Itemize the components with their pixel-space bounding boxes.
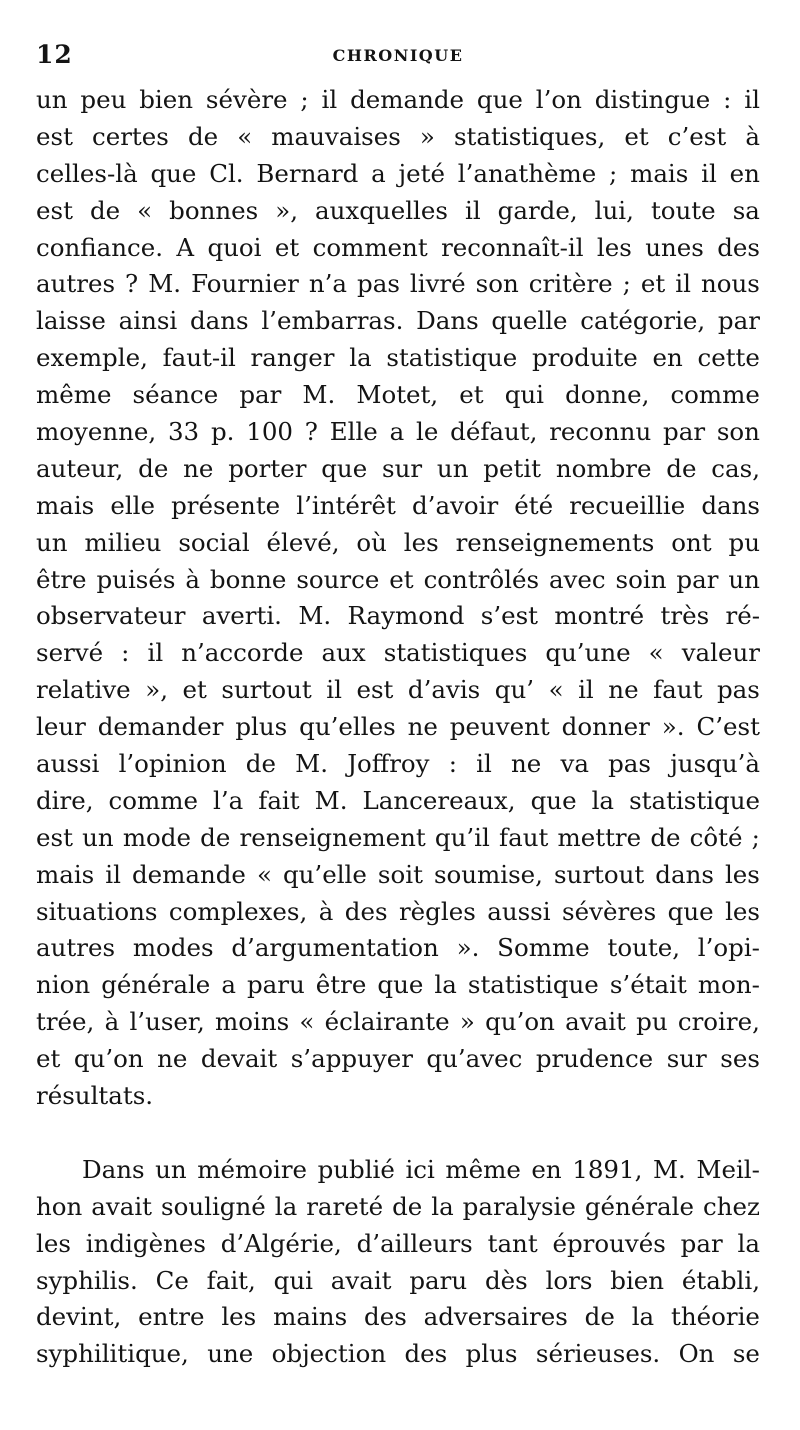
- text-line: même séance par M. Motet, et qui donne, comme: [36, 380, 760, 410]
- text-line: est de « bonnes », auxquelles il garde, lui, toute sa: [36, 195, 760, 225]
- text-line: est certes de « mauvaises » statistiques, et c’est à: [36, 121, 760, 151]
- text-line: syphilitique, une objection des plus sérieuses. On se: [36, 1339, 760, 1369]
- text-line: nion générale a paru être que la statistique s’était mon-: [36, 970, 760, 1000]
- text-line: un milieu social élevé, où les renseignements ont pu: [36, 527, 760, 557]
- text-line: être puisés à bonne source et contrôlés avec soin par un: [36, 564, 760, 594]
- text-line: syphilis. Ce fait, qui avait paru dès lors bien établi,: [36, 1265, 760, 1295]
- text-line: mais elle présente l’intérêt d’avoir été recueillie dans: [36, 490, 760, 520]
- text-line: les indigènes d’Algérie, d’ailleurs tant éprouvés par la: [36, 1228, 760, 1258]
- text-line: situations complexes, à des règles aussi sévères que les: [36, 896, 760, 926]
- text-line: auteur, de ne porter que sur un petit nombre de cas,: [36, 453, 760, 483]
- text-line: devint, entre les mains des adversaires de la théorie: [36, 1302, 760, 1332]
- text-line: est un mode de renseignement qu’il faut mettre de côté ;: [36, 822, 760, 852]
- text-line: observateur averti. M. Raymond s’est montré très ré-: [36, 601, 760, 631]
- running-head: CHRONIQUE: [332, 46, 464, 65]
- text-line: résultats.: [36, 1081, 154, 1111]
- text-line: Dans un mémoire publié ici même en 1891, M. Meil-: [82, 1154, 760, 1184]
- text-line: un peu bien sévère ; il demande que l’on distingue : il: [36, 85, 760, 114]
- text-line: exemple, faut-il ranger la statistique produite en cette: [36, 343, 760, 373]
- paragraph-gap: [36, 1115, 760, 1152]
- text-line: laisse ainsi dans l’embarras. Dans quelle catégorie, par: [36, 306, 760, 336]
- paragraph: [36, 82, 760, 1115]
- text-line: aussi l’opinion de M. Joffroy : il ne va pas jusqu’à: [36, 749, 760, 779]
- text-line: et qu’on ne devait s’appuyer qu’avec prudence sur ses: [36, 1044, 760, 1074]
- text-line: dire, comme l’a fait M. Lancereaux, que la statistique: [36, 785, 760, 815]
- text-line: autres modes d’argumentation ». Somme toute, l’opi-: [36, 933, 760, 963]
- text-line: hon avait souligné la rareté de la paralysie générale chez: [36, 1191, 760, 1221]
- paragraph: [36, 1152, 760, 1373]
- text-line: trée, à l’user, moins « éclairante » qu’on avait pu croire,: [36, 1007, 760, 1037]
- text-line: leur demander plus qu’elles ne peuvent donner ». C’est: [36, 712, 760, 742]
- page-number: 12: [36, 40, 73, 69]
- text-line: autres ? M. Fournier n’a pas livré son critère ; et il nous: [36, 269, 760, 299]
- body-text: [36, 82, 760, 1373]
- text-line: relative », et surtout il est d’avis qu’ « il ne faut pas: [36, 675, 760, 705]
- text-line: mais il demande « qu’elle soit soumise, surtout dans les: [36, 859, 760, 889]
- text-line: servé : il n’accorde aux statistiques qu’une « valeur: [36, 638, 760, 668]
- text-line: celles-là que Cl. Bernard a jeté l’anathème ; mais il en: [36, 158, 760, 188]
- text-line: moyenne, 33 p. 100 ? Elle a le défaut, reconnu par son: [36, 417, 760, 447]
- page-header: [36, 34, 760, 74]
- text-line: confiance. A quoi et comment reconnaît-il les unes des: [36, 232, 760, 262]
